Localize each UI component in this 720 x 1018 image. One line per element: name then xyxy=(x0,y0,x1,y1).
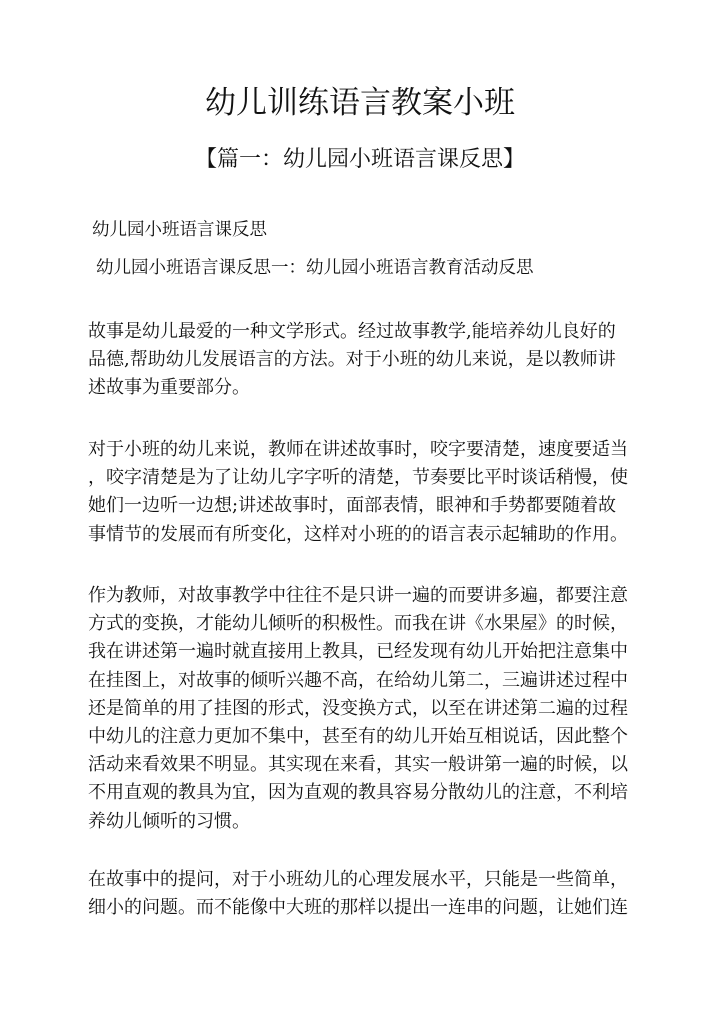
paragraph-line: 事情节的发展而有所变化，这样对小班的的语言表示起辅助的作用。 xyxy=(88,523,628,545)
paragraph-line: 方式的变换，才能幼儿倾听的积极性。而我在讲《水果屋》的时候， xyxy=(88,613,628,635)
paragraph-1 xyxy=(88,318,648,403)
paragraph-3 xyxy=(88,582,648,836)
paragraph-line: 述故事为重要部分。 xyxy=(88,377,250,399)
paragraph-line: 品德,帮助幼儿发展语言的方法。对于小班的幼儿来说，是以教师讲 xyxy=(88,349,616,371)
paragraph-line: 中幼儿的注意力更加不集中，甚至有的幼儿开始互相说话，因此整个 xyxy=(88,725,628,747)
paragraph-line: 对于小班的幼儿来说，教师在讲述故事时，咬字要清楚，速度要适当 xyxy=(88,439,628,460)
paragraph-line: 故事是幼儿最爱的一种文学形式。经过故事教学,能培养幼儿良好的 xyxy=(88,321,616,342)
paragraph-line: ，咬字清楚是为了让幼儿字字听的清楚，节奏要比平时谈话稍慢，使 xyxy=(88,467,628,489)
paragraph-line: 她们一边听一边想;讲述故事时，面部表情，眼神和手势都要随着故 xyxy=(88,495,617,517)
paragraph-2 xyxy=(88,436,648,549)
paragraph-line: 在挂图上，对故事的倾听兴趣不高，在给幼儿第二，三遍讲述过程中 xyxy=(88,669,628,691)
paragraph-line: 养幼儿倾听的习惯。 xyxy=(88,810,250,832)
paragraph-line: 我在讲述第一遍时就直接用上教具，已经发现有幼儿开始把注意集中 xyxy=(88,641,628,663)
section-heading: 幼儿园小班语言课反思 xyxy=(92,220,267,240)
document-title: 幼儿训练语言教案小班 xyxy=(205,85,515,121)
paragraph-line: 细小的问题。而不能像中大班的那样以提出一连串的问题，让她们连 xyxy=(88,897,628,919)
paragraph-4 xyxy=(88,866,648,922)
paragraph-line: 活动来看效果不明显。其实现在来看，其实一般讲第一遍的时候，以 xyxy=(88,754,628,776)
paragraph-line: 不用直观的教具为宜，因为直观的教具容易分散幼儿的注意，不利培 xyxy=(88,782,628,804)
document-subtitle: 【篇一：幼儿园小班语言课反思】 xyxy=(194,147,525,172)
subsection-heading: 幼儿园小班语言课反思一：幼儿园小班语言教育活动反思 xyxy=(96,258,534,278)
paragraph-line: 还是简单的用了挂图的形式，没变换方式，以至在讲述第二遍的过程 xyxy=(88,697,628,719)
paragraph-line: 在故事中的提问，对于小班幼儿的心理发展水平，只能是一些简单， xyxy=(88,869,628,890)
paragraph-line: 作为教师，对故事教学中往往不是只讲一遍的而要讲多遍，都要注意 xyxy=(88,585,628,606)
